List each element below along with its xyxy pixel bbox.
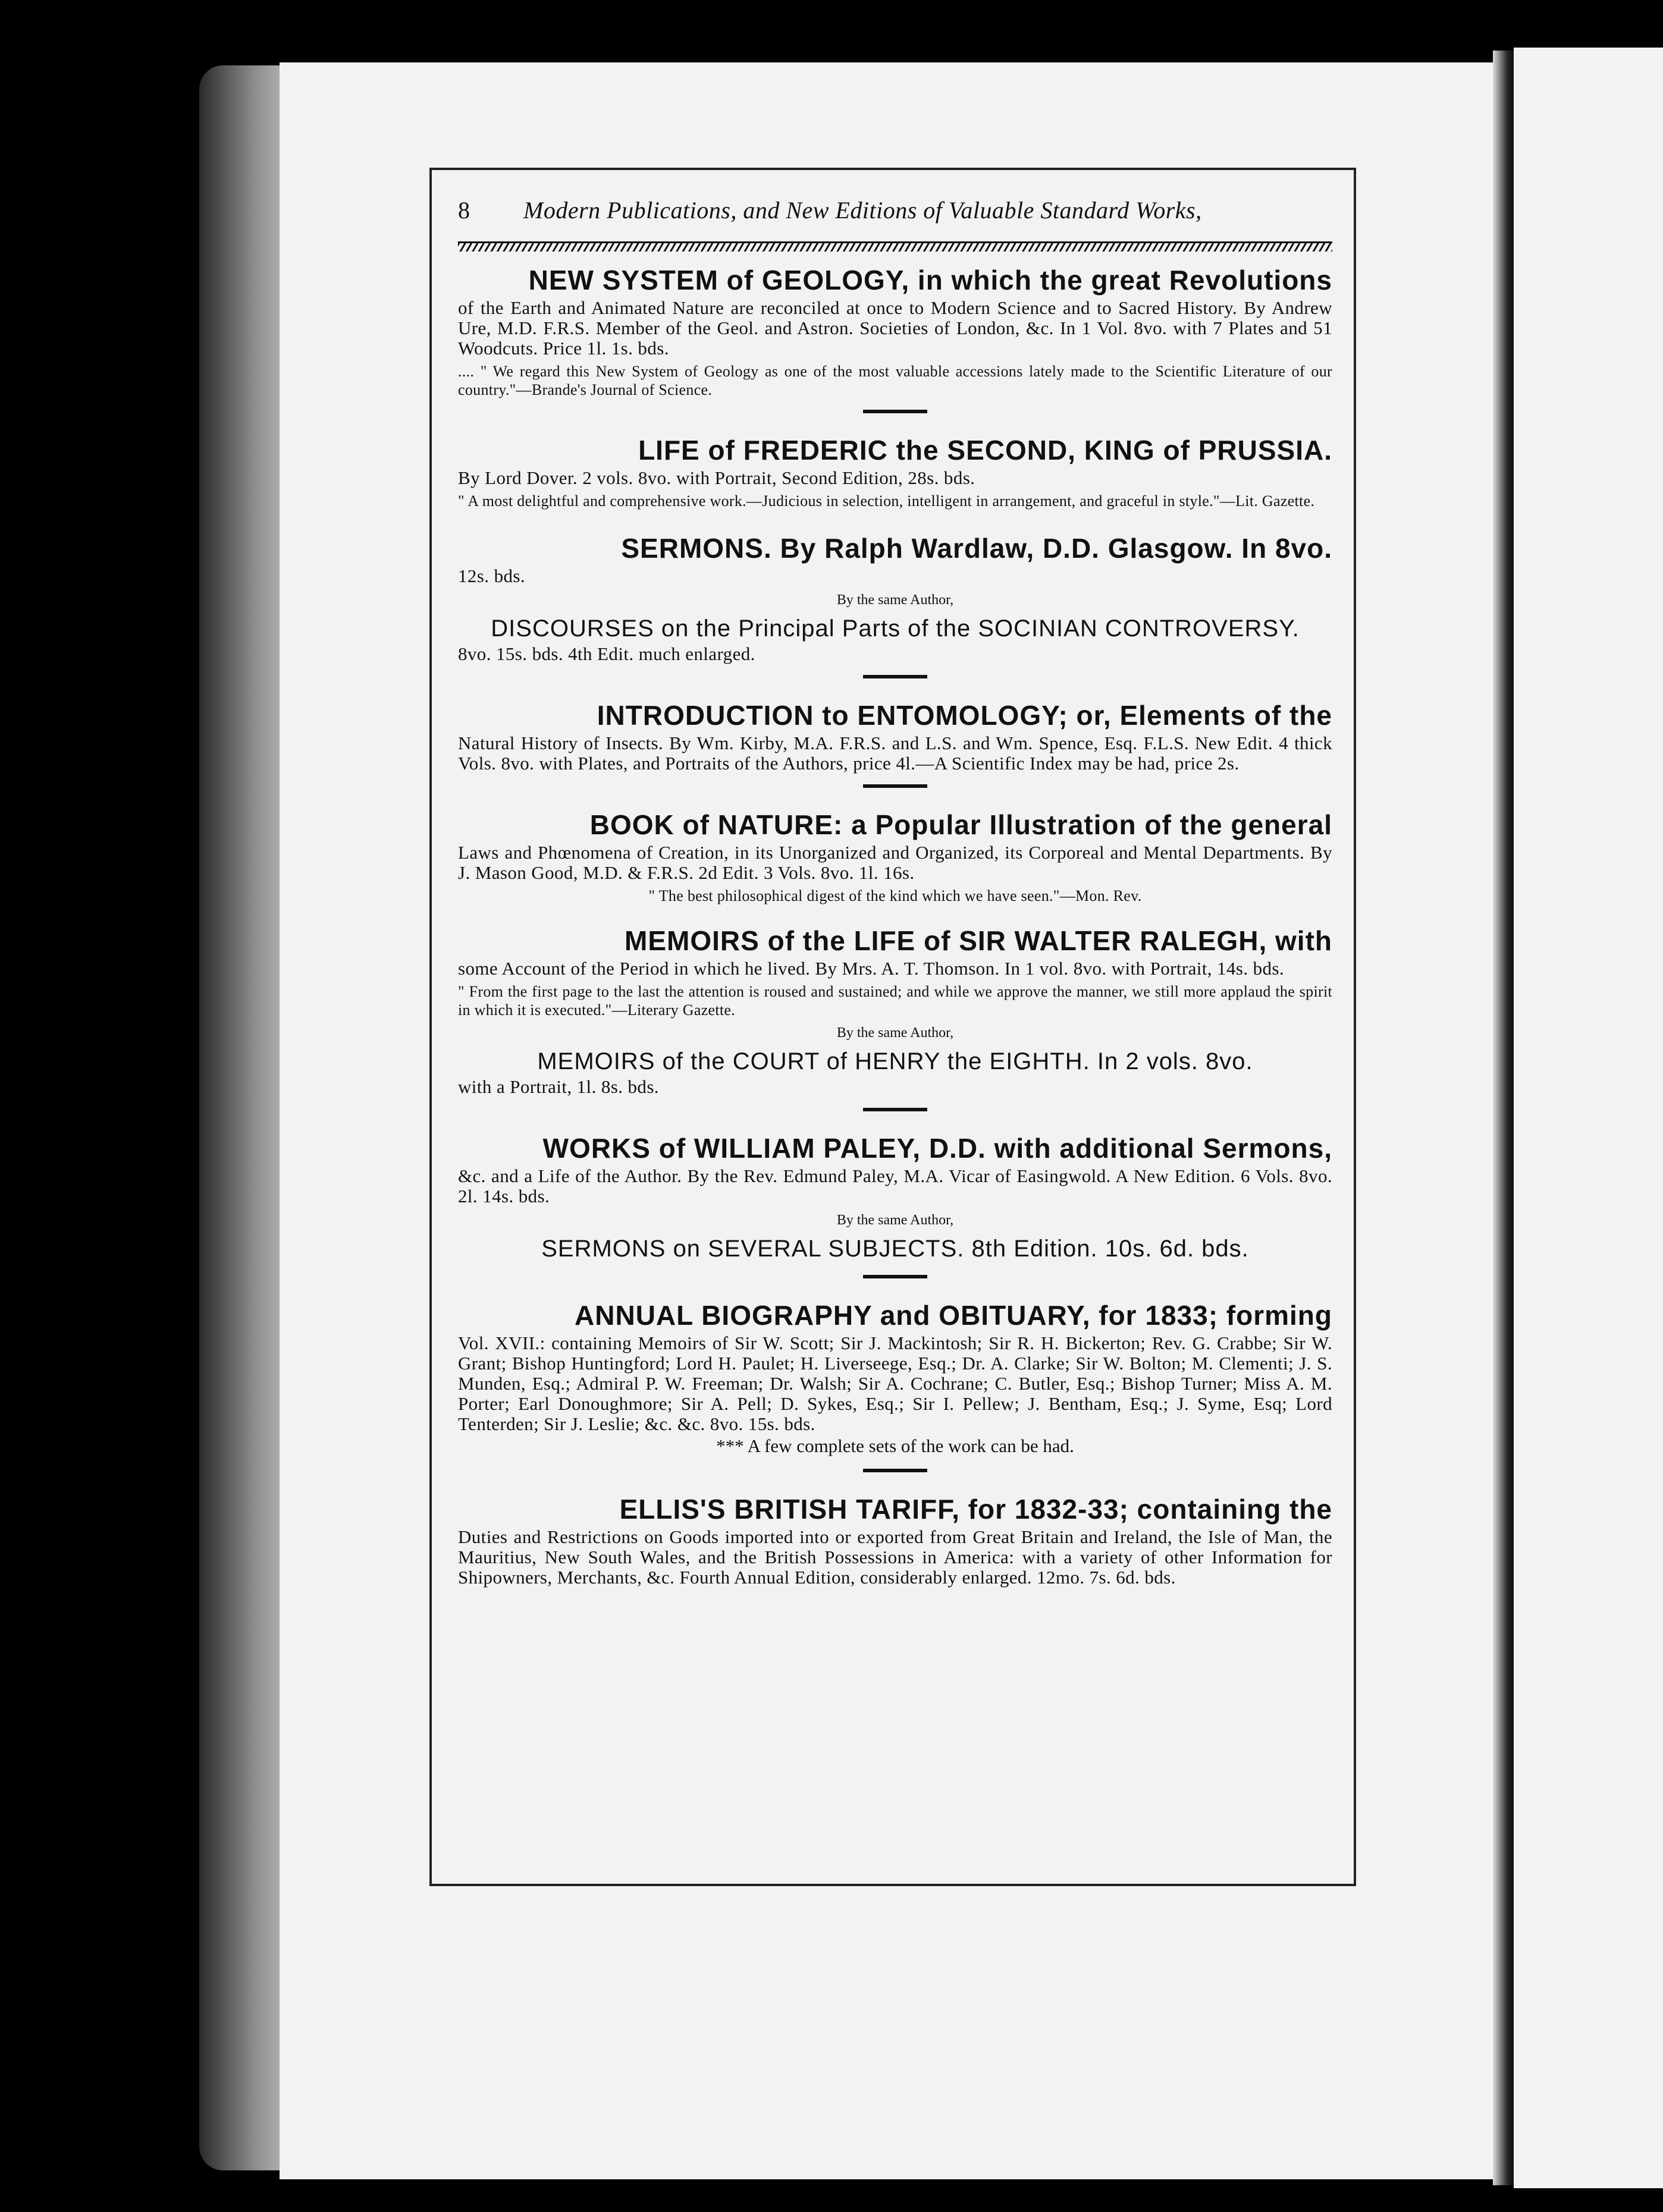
entry-title: BOOK of NATURE: a Popular Illustration of the general xyxy=(589,809,1332,840)
entry-title: NEW SYSTEM of GEOLOGY, in which the great Revolutions xyxy=(528,265,1332,296)
listing-entry xyxy=(458,697,1332,774)
listing-entry xyxy=(458,807,1332,905)
listing-entry xyxy=(458,923,1332,1097)
entry-quote: " The best philosophical digest of the kind which we have seen."—Mon. Rev. xyxy=(648,887,1142,904)
running-head-title: Modern Publications, and New Editions of Valuable Standard Works, xyxy=(523,197,1202,224)
section-rule xyxy=(863,1469,927,1472)
entry-title: ANNUAL BIOGRAPHY and OBITUARY, for 1833; forming xyxy=(575,1300,1332,1331)
section-rule xyxy=(863,1108,927,1111)
entry-body: some Account of the Period in which he lived. By Mrs. A. T. Thomson. In 1 vol. 8vo. with Portrait, 14s. bds. xyxy=(458,958,1285,979)
entry-body: 12s. bds. xyxy=(458,565,525,586)
ornamental-rule xyxy=(458,241,1332,252)
entry-byline: By the same Author, xyxy=(836,1025,954,1041)
section-rule xyxy=(863,675,927,678)
listing-entry xyxy=(458,432,1332,510)
entry-note: *** A few complete sets of the work can be had. xyxy=(716,1435,1074,1456)
page-number: 8 xyxy=(458,197,470,224)
section-rule xyxy=(863,410,927,413)
entry-title: MEMOIRS of the LIFE of SIR WALTER RALEGH, with xyxy=(625,925,1332,956)
running-head xyxy=(458,196,1332,238)
entry-body: of the Earth and Animated Nature are reconciled at once to Modern Science and to Sacred History. By Andrew Ure, M.D. F.R.S. Member of the Geol. and Astron. Societies of London, &c. In 1 Vol. 8vo. with 7 Plates and 51 Woodcuts. Price 1l. 1s. bds. xyxy=(458,297,1332,359)
entry-sub-body: 8vo. 15s. bds. 4th Edit. much enlarged. xyxy=(458,643,755,664)
listing-entry xyxy=(458,262,1332,399)
entry-quote: " From the first page to the last the attention is roused and sustained; and while we approve the manner, we still more applaud the spirit in which it is executed."—Literary Gazette. xyxy=(458,983,1332,1019)
next-page-edge xyxy=(1514,48,1663,2188)
entry-body: Vol. XVII.: containing Memoirs of Sir W. Scott; Sir J. Mackintosh; Sir R. H. Bickerton; Rev. G. Crabbe; Sir W. Grant; Bishop Huntingford; Lord H. Paulet; H. Liverseege, Esq.; Dr. A. Clarke; Sir W. Bolton; M. Clementi; J. S. Munden, Esq.; Admiral P. W. Freeman; Dr. Walsh; Sir A. Cochrane; C. Butler, Esq.; Bishop Turner; Miss A. M. Porter; Earl Donoughmore; Sir A. Pell; D. Sykes, Esq.; Sir I. Pellew; J. Bentham, Esq.; J. Syme, Esq; Lord Tenterden; Sir J. Leslie; &c. &c. 8vo. 15s. bds. xyxy=(458,1333,1332,1434)
entry-title: LIFE of FREDERIC the SECOND, KING of PRUSSIA. xyxy=(638,435,1332,466)
entry-byline: By the same Author, xyxy=(836,592,954,608)
entry-sub-body: with a Portrait, 1l. 8s. bds. xyxy=(458,1076,659,1097)
section-rule xyxy=(863,1275,927,1278)
section-rule xyxy=(863,784,927,788)
entry-byline: By the same Author, xyxy=(836,1212,954,1228)
entry-body: Laws and Phœnomena of Creation, in its Unorganized and Organized, its Corporeal and Mental Departments. By J. Mason Good, M.D. & F.R.S. 2d Edit. 3 Vols. 8vo. 1l. 16s. xyxy=(458,842,1332,883)
gutter xyxy=(1493,51,1517,2185)
entry-body: By Lord Dover. 2 vols. 8vo. with Portrait, Second Edition, 28s. bds. xyxy=(458,467,975,488)
entry-title: ELLIS'S BRITISH TARIFF, for 1832-33; containing the xyxy=(619,1494,1332,1525)
listing-entry xyxy=(458,1130,1332,1264)
listing-entry xyxy=(458,1491,1332,1588)
entry-body: Duties and Restrictions on Goods imported into or exported from Great Britain and Ireland, the Isle of Man, the Mauritius, New South Wales, and the British Possessions in America: with a variety of other Information for Shipowners, Merchants, &c. Fourth Annual Edition, considerably enlarged. 12mo. 7s. 6d. bds. xyxy=(458,1526,1332,1588)
page-content xyxy=(458,196,1332,1849)
entry-title: WORKS of WILLIAM PALEY, D.D. with additional Sermons, xyxy=(542,1133,1332,1164)
entry-body: Natural History of Insects. By Wm. Kirby, M.A. F.R.S. and L.S. and Wm. Spence, Esq. F.L.S. New Edit. 4 thick Vols. 8vo. with Plates, and Portraits of the Authors, price 4l.—A Scientific Index may be had, price 2s. xyxy=(458,733,1332,774)
entry-quote: .... " We regard this New System of Geology as one of the most valuable accessions lately made to the Scientific Literature of our country."—Brande's Journal of Science. xyxy=(458,363,1332,398)
book-edge xyxy=(199,65,288,2170)
entry-title: INTRODUCTION to ENTOMOLOGY; or, Elements of the xyxy=(597,700,1332,731)
listing-entry xyxy=(458,1297,1332,1458)
entry-sub-title: DISCOURSES on the Principal Parts of the SOCINIAN CONTROVERSY. xyxy=(491,615,1300,642)
entry-quote: " A most delightful and comprehensive work.—Judicious in selection, intelligent in arrangement, and graceful in style."—Lit. Gazette. xyxy=(458,492,1315,510)
entry-sub-title: MEMOIRS of the COURT of HENRY the EIGHTH. In 2 vols. 8vo. xyxy=(537,1048,1253,1074)
entry-sub-title: SERMONS on SEVERAL SUBJECTS. 8th Edition. 10s. 6d. bds. xyxy=(541,1236,1249,1262)
listing-entry xyxy=(458,530,1332,664)
entry-body: &c. and a Life of the Author. By the Rev. Edmund Paley, M.A. Vicar of Easingwold. A New Edition. 6 Vols. 8vo. 2l. 14s. bds. xyxy=(458,1165,1332,1206)
entry-title: SERMONS. By Ralph Wardlaw, D.D. Glasgow. In 8vo. xyxy=(621,533,1332,564)
